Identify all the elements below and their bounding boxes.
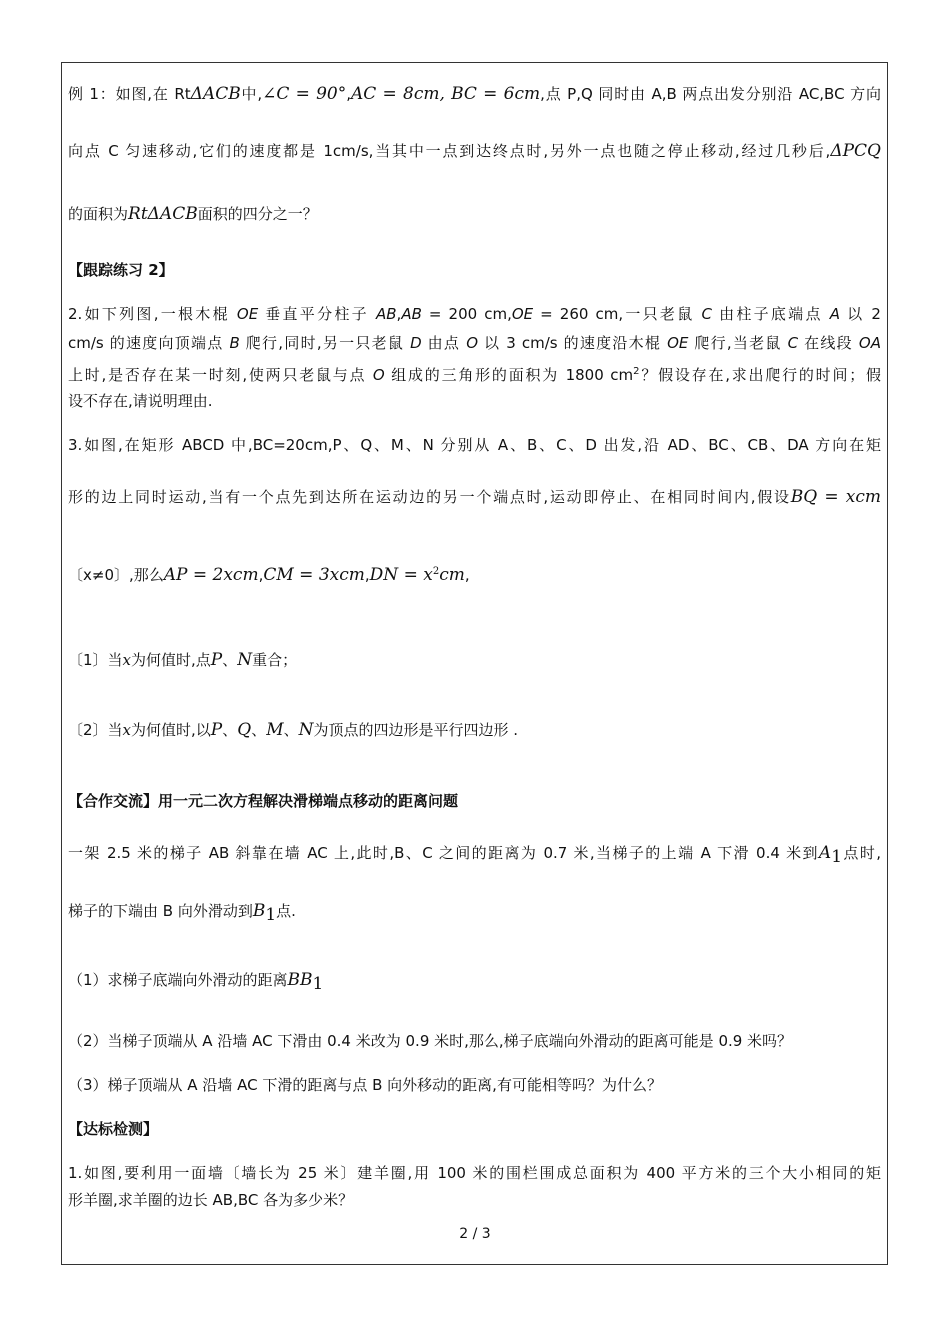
ladder-line1: 一架 2.5 米的梯子 AB 斜靠在墙 AC 上,此时,B、C 之间的距离为 0.7 米,当梯子的上端 A 下滑 0.4 米到$A_1$点时, [68, 843, 881, 867]
problem3-question1: 〔1〕当x为何值时,点P、N重合； [68, 650, 298, 670]
problem3-line3: 〔x≠0〕,那么AP = $2xcm,CM = 3xcm,DN = x^2cm$, [68, 565, 470, 585]
assessment-heading: 【达标检测】 [68, 1120, 159, 1138]
problem3-line2: 形的边上同时运动,当有一个点先到达所在运动边的另一个端点时,运动即停止、在相同时间内,假设BQ = xcm [68, 487, 881, 507]
assessment-line1: 1.如图,要利用一面墙〔墙长为 25 米〕建羊圈,用 100 米的围栏围成总面积为 400 平方米的三个大小相同的矩 [68, 1164, 881, 1182]
assessment-line2: 形羊圈,求羊圈的边长 AB,BC 各为多少米？ [68, 1191, 354, 1209]
problem2-line1: 2.如下列图,一根木棍 OE 垂直平分柱子 AB,AB = 200 cm,OE = 260 cm,一只老鼠 C 由柱子底端点 A 以 2 [68, 305, 881, 323]
ladder-question2: （2）当梯子顶端从 A 沿墙 AC 下滑由 0.4 米改为 0.9 米时,那么,梯子底端向外滑动的距离可能是 0.9 米吗？ [68, 1032, 793, 1050]
problem3-line1: 3.如图,在矩形 ABCD 中,BC=20cm,P、Q、M、N 分别从 A、B、C、D 出发,沿 AD、BC、CB、DA 方向在矩 [68, 436, 881, 454]
problem2-line3: 上时,是否存在某一时刻,使两只老鼠与点 O 组成的三角形的面积为 1800 $cm^2$？假设存在,求出爬行的时间；假 [68, 366, 881, 384]
example1-line3: 的面积为RtΔACB面积的四分之一？ [68, 204, 318, 224]
page-number: 2 / 3 [459, 1226, 491, 1242]
example1-line2: 向点 C 匀速移动,它们的速度都是 1cm/s,当其中一点到达终点时,另外一点也随之停止移动,经过几秒后,ΔPCQ [68, 141, 881, 161]
problem2-line4: 设不存在,请说明理由. [68, 392, 213, 410]
ladder-question1: （1）求梯子底端向外滑动的距离$BB_1$ [68, 970, 324, 994]
example1-line1: 例 1：如图,在 RtΔACB中,∠C = 90°,AC = 8cm, BC = 6cm,点 P,Q 同时由 A,B 两点出发分别沿 AC,BC 方向 [68, 84, 881, 104]
ladder-line2: 梯子的下端由 B 向外滑动到$B_1$点. [68, 901, 296, 925]
track-practice-heading: 【跟踪练习 2】 [68, 261, 174, 279]
cooperation-heading: 【合作交流】用一元二次方程解决滑梯端点移动的距离问题 [68, 792, 459, 810]
problem3-question2: 〔2〕当x为何值时,以P、Q、M、N为顶点的四边形是平行四边形 . [68, 720, 519, 740]
problem2-line2: cm/s 的速度向顶端点 B 爬行,同时,另一只老鼠 D 由点 O 以 3 cm/s 的速度沿木棍 OE 爬行,当老鼠 C 在线段 OA [68, 334, 881, 352]
ladder-question3: （3）梯子顶端从 A 沿墙 AC 下滑的距离与点 B 向外移动的距离,有可能相等吗？为什么？ [68, 1076, 662, 1094]
